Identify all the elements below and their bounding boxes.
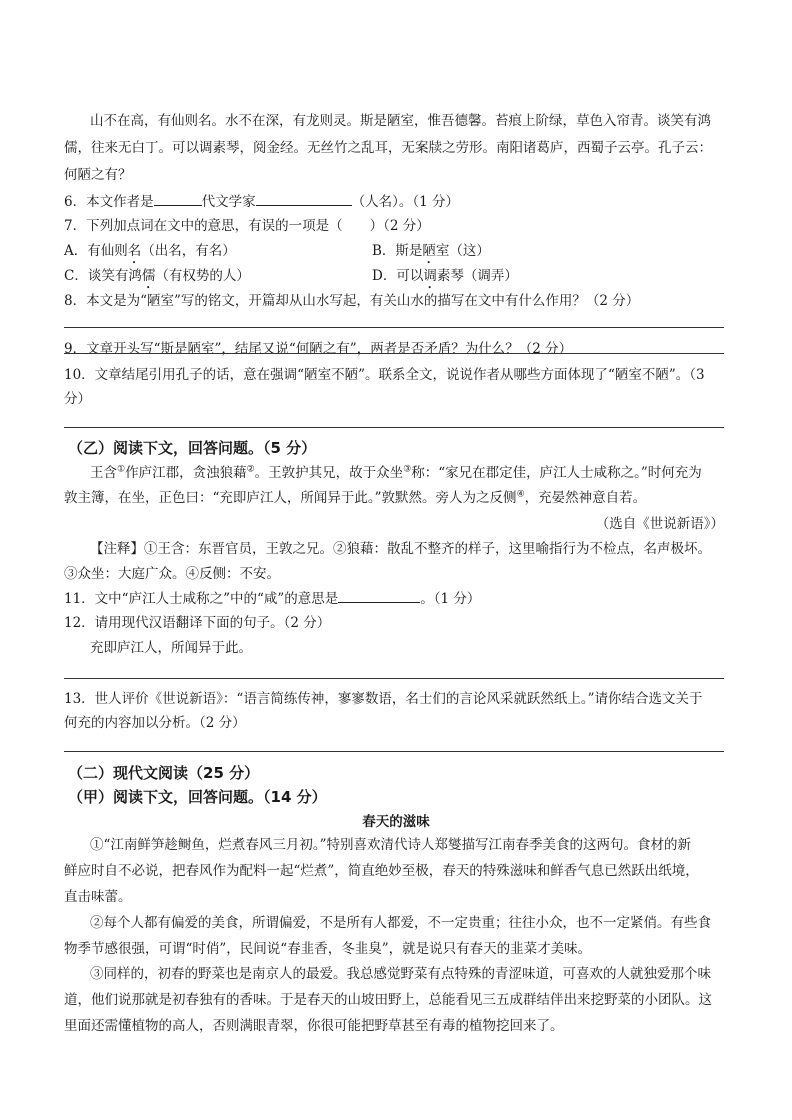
q7-c-pre: C．谈笑有鸿: [64, 268, 142, 284]
article-p1-line-3: 直击味蕾。: [64, 889, 132, 905]
pb-text: 。王敦护其兄，故于众坐: [254, 465, 404, 481]
q7-d-post: 素琴（调弄）: [436, 268, 518, 284]
q7-a-pre: A．有仙则: [64, 243, 128, 259]
passage-a-line-2: 儒，往来无白丁。可以调素琴，阅金经。无丝竹之乱耳，无案牍之劳形。南阳诸葛庐，西蜀子云亭。孔子云：: [64, 140, 712, 156]
q13-answer-line[interactable]: [64, 751, 724, 752]
passage-b-note-2: ③众坐：大庭广众。④反侧：不安。: [64, 566, 280, 582]
note-ref-3: ③: [403, 464, 412, 475]
q7-c-post: （有权势的人）: [155, 268, 250, 284]
question-12-sentence: 充即庐江人，所闻异于此。: [90, 640, 252, 656]
pb-text: 王含: [90, 465, 117, 481]
question-7-stem: 7．下列加点词在文中的意思，有误的一项是（ ）（2 分）: [64, 218, 430, 234]
q7-b-dotted: 陋: [422, 243, 436, 259]
q7-c-dotted: 儒: [141, 268, 156, 284]
passage-a-line-1: 山不在高，有仙则名。水不在深，有龙则灵。斯是陋室，惟吾德馨。苔痕上阶绿，草色入帘青。谈笑有鸿: [90, 113, 711, 129]
question-13-line-1: 13．世人评价《世说新语》：“语言简练传神，寥寥数语，名士们的言论风采就跃然纸上。”请你结合选文关于: [64, 691, 703, 707]
article-p2-line-2: 物季节感很强，可谓“时俏”，民间说“春韭香，冬韭臭”，就是说只有春天的韭菜才美味。: [64, 941, 592, 957]
pb-text: 作庐江郡，贪浊狼藉: [125, 465, 247, 481]
q6-blank-name[interactable]: [256, 191, 352, 206]
note-ref-4: ④: [516, 489, 525, 500]
q9-answer-line[interactable]: [64, 353, 724, 354]
question-11: [64, 586, 480, 613]
section-2a-heading: （甲）阅读下文，回答问题。（14 分）: [68, 788, 327, 806]
question-13-line-2: 何充的内容加以分析。（2 分）: [64, 715, 246, 731]
passage-a-line-3: 何陋之有？: [64, 167, 132, 183]
q12-answer-line[interactable]: [64, 678, 724, 679]
question-6: [64, 189, 459, 216]
q7-d-pre: D．可以: [372, 268, 424, 284]
q7-a-post: （出名，有名）: [141, 243, 236, 259]
q6-text-b: 代文学家: [201, 194, 256, 210]
q6-text-c: （人名）。（1 分）: [351, 194, 459, 210]
q7-a-dotted: 名: [127, 243, 142, 259]
passage-b-line-1: [90, 460, 702, 487]
section-b-heading: （乙）阅读下文，回答问题。（5 分）: [68, 439, 317, 457]
article-p1-line-1: ①“江南鲜笋趁鲥鱼，烂煮春风三月初。”特别喜欢清代诗人郑燮描写江南春季美食的这两句。食材的新: [90, 837, 692, 853]
pb-text: 称：“家兄在郡定佳，庐江人士咸称之。”时何充为: [411, 465, 702, 481]
q7-b-post: 室（这）: [435, 243, 490, 259]
pb-text: ，充晏然神意自若。: [524, 490, 647, 506]
passage-b-line-2: [64, 485, 646, 512]
q11-text-b: 。（1 分）: [420, 591, 481, 607]
article-title: 春天的滋味: [362, 814, 430, 830]
passage-b-note-1: 【注释】①王含：东晋官员，王敦之兄。②狼藉：散乱不整齐的样子，这里喻指行为不检点，名声极坏。: [90, 541, 711, 557]
q11-text-a: 11．文中“庐江人士咸称之”中的“咸”的意思是: [64, 591, 339, 607]
q6-text-a: 6．本文作者是: [64, 194, 154, 210]
q7-d-dotted: 调: [423, 268, 437, 284]
article-p2-line-1: ②每个人都有偏爱的美食，所谓偏爱，不是所有人都爱，不一定贵重；往往小众，也不一定紧俏。有些食: [90, 915, 711, 931]
question-8: 8．本文是为“陋室”写的铭文，开篇却从山水写起，有关山水的描写在文中有什么作用？（2 分）: [64, 293, 640, 309]
question-10-line-1: 10．文章结尾引用孔子的话，意在强调“陋室不陋”。联系全文，说说作者从哪些方面体现了“陋室不陋”。（3: [64, 367, 705, 383]
q11-blank[interactable]: [338, 588, 420, 603]
q6-blank-dynasty[interactable]: [154, 191, 202, 206]
question-12-stem: 12．请用现代汉语翻译下面的句子。（2 分）: [64, 615, 331, 631]
section-2-heading: （二）现代文阅读（25 分）: [68, 764, 260, 782]
note-ref-2: ②: [246, 464, 255, 475]
q7-b-pre: B．斯是: [372, 243, 423, 259]
q10-answer-line[interactable]: [64, 427, 724, 428]
question-10-line-2: 分）: [64, 391, 91, 407]
article-p3-line-2: 道，他们说那就是初春独有的香味。于是春天的山坡田野上，总能看见三五成群结伴出来挖野菜的小团队。这: [64, 992, 712, 1008]
q8-answer-line[interactable]: [64, 327, 724, 328]
article-p3-line-3: 里面还需懂植物的高人，否则满眼青翠，你很可能把野草甚至有毒的植物挖回来了。: [64, 1018, 564, 1034]
question-9: 9．文章开头写“斯是陋室”，结尾又说“何陋之有”，两者是否矛盾？为什么？（2 分）: [64, 341, 573, 357]
note-ref-1: ①: [117, 464, 126, 475]
pb-text: 敦主簿，在坐，正色曰：“充即庐江人，所闻异于此。”敦默然。旁人为之反侧: [64, 490, 517, 506]
article-p3-line-1: ③同样的，初春的野菜也是南京人的最爱。我总感觉野菜有点特殊的青涩味道，可喜欢的人就独爱那个味: [90, 966, 711, 982]
passage-b-source: （选自《世说新语》）: [595, 516, 724, 532]
article-p1-line-2: 鲜应时自不必说，把春风作为配料一起“烂煮”，简直绝妙至极，春天的特殊滋味和鲜香气息已然跃出纸境，: [64, 863, 699, 879]
